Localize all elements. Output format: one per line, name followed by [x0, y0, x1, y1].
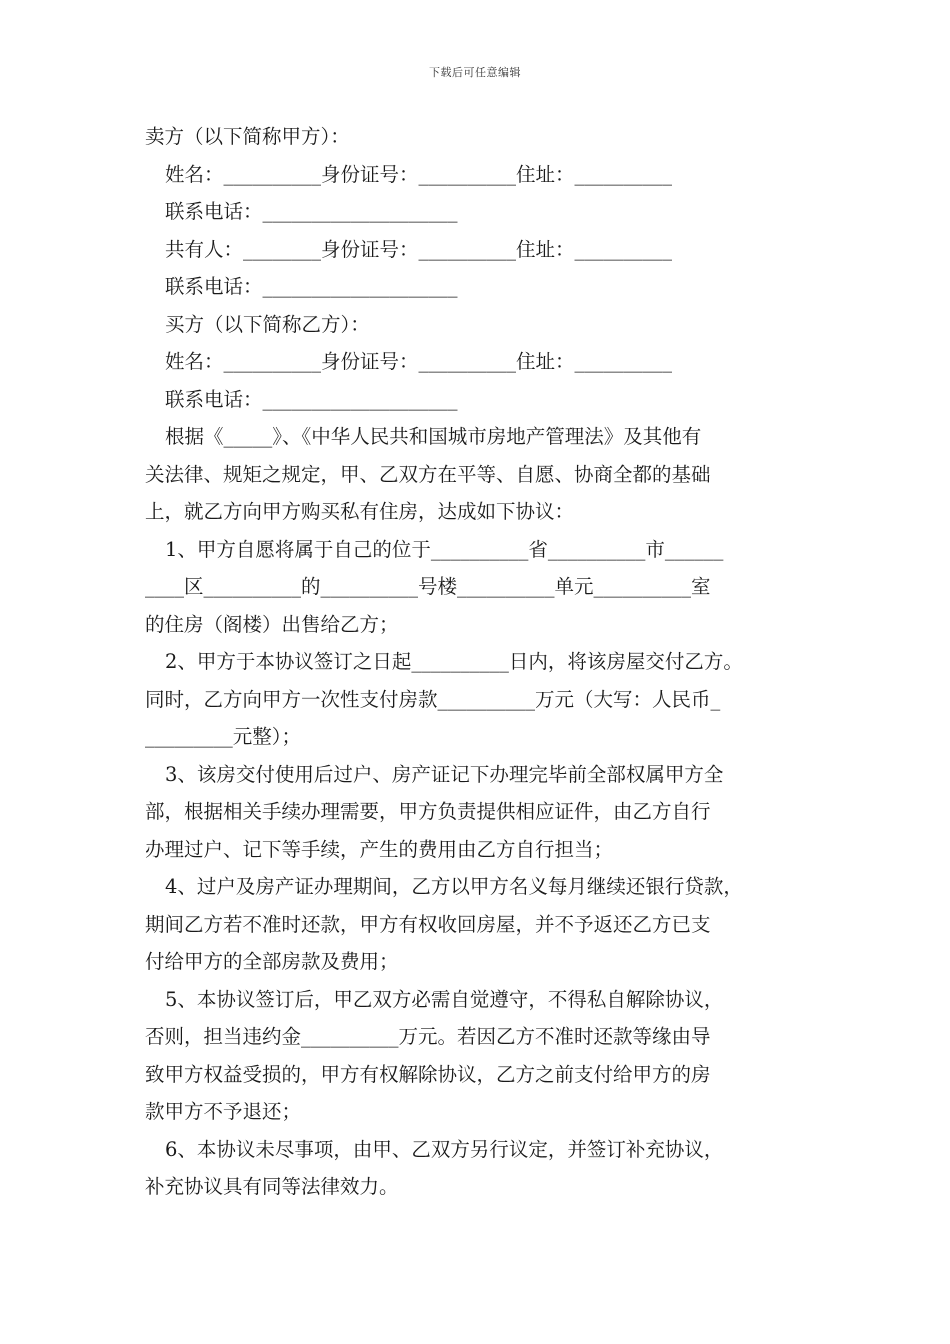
text-line: 补充协议具有同等法律效力。 [145, 1175, 399, 1198]
text-line: 否则，担当违约金__________万元。若因乙方不准时还款等缘由导 [145, 1025, 711, 1048]
text-line: 姓名：__________身份证号：__________住址：__________ [165, 162, 673, 186]
text-line: ____区__________的__________号楼__________单元__________室 [145, 575, 711, 598]
text-line: 部，根据相关手续办理需要，甲方负责提供相应证件，由乙方自行 [145, 800, 711, 823]
text-line: 共有人：________身份证号：__________住址：__________ [165, 237, 673, 261]
text-line: 同时，乙方向甲方一次性支付房款__________万元（大写：人民币_ [145, 687, 721, 711]
text-line: 根据《_____》、《中华人民共和国城市房地产管理法》及其他有 [165, 425, 702, 448]
contract-body [145, 118, 810, 1206]
text-line: 期间乙方若不准时还款，甲方有权收回房屋，并不予返还乙方已支 [145, 912, 711, 936]
text-line: _________元整）； [145, 725, 302, 748]
text-line: 关法律、规矩之规定，甲、乙双方在平等、自愿、协商全都的基础 [145, 462, 711, 486]
text-line: 致甲方权益受损的，甲方有权解除协议，乙方之前支付给甲方的房 [145, 1062, 711, 1086]
text-line: 联系电话：____________________ [165, 200, 458, 223]
text-line: 姓名：__________身份证号：__________住址：__________ [165, 350, 673, 373]
text-line: 4、过户及房产证办理期间，乙方以甲方名义每月继续还银行贷款， [165, 875, 743, 898]
text-line: 3、该房交付使用后过户、房产证记下办理完毕前全部权属甲方全 [165, 762, 724, 786]
text-line: 买方（以下简称乙方）： [165, 312, 370, 336]
text-line: 1、甲方自愿将属于自己的位于__________省__________市______ [165, 537, 724, 561]
text-line: 款甲方不予退还； [145, 1100, 302, 1123]
text-line: 联系电话：____________________ [165, 275, 458, 298]
text-line: 的住房（阁楼）出售给乙方； [145, 612, 399, 636]
text-line: 办理过户、记下等手续，产生的费用由乙方自行担当； [145, 837, 614, 861]
text-line: 5、本协议签订后，甲乙双方必需自觉遵守，不得私自解除协议， [165, 987, 724, 1011]
page-header: 下载后可任意编辑 [429, 66, 521, 79]
text-line: 付给甲方的全部房款及费用； [145, 950, 399, 973]
text-line: 2、甲方于本协议签订之日起__________日内，将该房屋交付乙方。 [165, 650, 743, 673]
text-line: 上，就乙方向甲方购买私有住房，达成如下协议： [145, 500, 575, 523]
text-line: 6、本协议未尽事项，由甲、乙双方另行议定，并签订补充协议， [165, 1137, 724, 1161]
text-line: 卖方（以下简称甲方）： [145, 125, 350, 148]
text-line: 联系电话：____________________ [165, 387, 458, 411]
